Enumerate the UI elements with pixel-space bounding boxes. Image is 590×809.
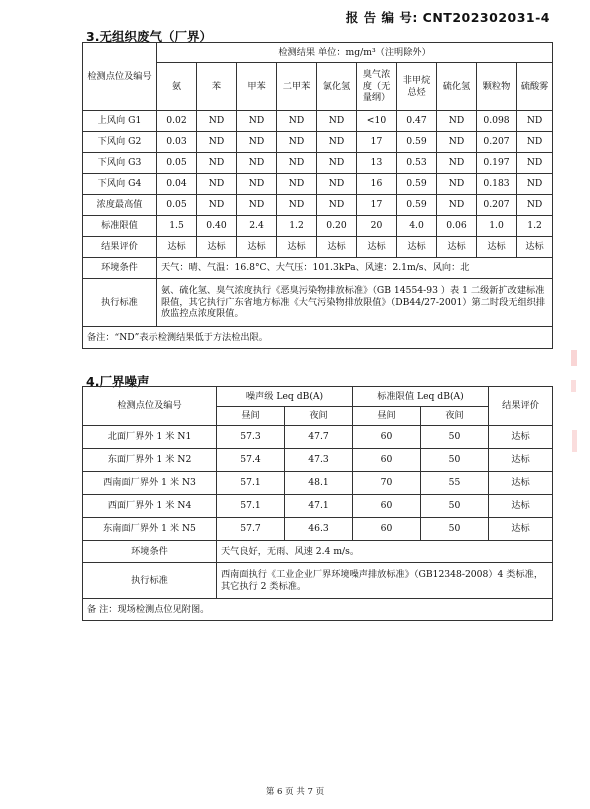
table-cell: ND: [437, 174, 477, 195]
table-cell: 57.1: [217, 495, 285, 518]
table-cell: 达标: [517, 237, 553, 258]
table-cell: 46.3: [285, 518, 353, 541]
noise-env-text: 天气良好，无雨、风速 2.4 m/s。: [217, 541, 553, 563]
table-cell: 达标: [477, 237, 517, 258]
row-label: 东面厂界外 1 米 N2: [83, 449, 217, 472]
table-cell: 0.20: [317, 216, 357, 237]
table-cell: ND: [197, 132, 237, 153]
row-label: 下风向 G2: [83, 132, 157, 153]
table-cell: 57.1: [217, 472, 285, 495]
std-label: 执行标准: [83, 279, 157, 327]
row-label: 北面厂界外 1 米 N1: [83, 426, 217, 449]
table-cell: ND: [197, 153, 237, 174]
table-cell: 57.3: [217, 426, 285, 449]
table-cell: ND: [517, 132, 553, 153]
table-cell: 0.06: [437, 216, 477, 237]
table-cell: 1.0: [477, 216, 517, 237]
table-cell: 1.2: [517, 216, 553, 237]
table-cell: 0.183: [477, 174, 517, 195]
table-cell: 达标: [197, 237, 237, 258]
table-cell: 13: [357, 153, 397, 174]
noise-std-text: 西南面执行《工业企业厂界环境噪声排放标准》（GB12348-2008）4 类标准，其它执行 2 类标准。: [217, 563, 553, 599]
table-cell: 达标: [277, 237, 317, 258]
table-cell: 60: [353, 449, 421, 472]
table-cell: 达标: [489, 472, 553, 495]
table-cell: 47.1: [285, 495, 353, 518]
table-cell: 17: [357, 195, 397, 216]
table-cell: 50: [421, 426, 489, 449]
column-header: 苯: [197, 63, 237, 111]
table-cell: 0.03: [157, 132, 197, 153]
table-cell: 达标: [357, 237, 397, 258]
table-cell: ND: [517, 111, 553, 132]
table-row: [83, 216, 553, 237]
table-row: [83, 495, 553, 518]
table-cell: 0.02: [157, 111, 197, 132]
table-row: [83, 132, 553, 153]
table-cell: ND: [237, 132, 277, 153]
table-cell: 达标: [437, 237, 477, 258]
column-header: 硫酸雾: [517, 63, 553, 111]
noise-eval-header: 结果评价: [489, 387, 553, 426]
row-label: 下风向 G4: [83, 174, 157, 195]
table-cell: ND: [197, 111, 237, 132]
noise-std-label: 执行标准: [83, 563, 217, 599]
column-header: 臭气浓度（无量纲）: [357, 63, 397, 111]
table-cell: 0.40: [197, 216, 237, 237]
table-cell: 达标: [397, 237, 437, 258]
std-text: 氨、硫化氢、臭气浓度执行《恶臭污染物排放标准》（GB 14554-93 ）表 1 二级新扩改建标准限值，其它执行广东省地方标准《大气污染物排放限值》（DB44/27-2001）第二时段无组织排放监控点浓度限值。: [157, 279, 553, 327]
env-label: 环境条件: [83, 258, 157, 279]
table-cell: 60: [353, 426, 421, 449]
table-cell: ND: [277, 111, 317, 132]
note: 备注：“ND”表示检测结果低于方法检出限。: [83, 327, 553, 349]
table-cell: ND: [437, 153, 477, 174]
table-cell: ND: [197, 195, 237, 216]
table-row: [83, 174, 553, 195]
table-cell: ND: [517, 174, 553, 195]
table-cell: 57.7: [217, 518, 285, 541]
table-cell: 达标: [237, 237, 277, 258]
table-cell: ND: [237, 153, 277, 174]
table-cell: 60: [353, 495, 421, 518]
table-cell: 达标: [317, 237, 357, 258]
table-cell: 达标: [157, 237, 197, 258]
table-cell: 1.2: [277, 216, 317, 237]
table-cell: 0.59: [397, 174, 437, 195]
air-table: [82, 42, 553, 349]
table-cell: ND: [317, 132, 357, 153]
table-cell: 0.04: [157, 174, 197, 195]
table-cell: 0.47: [397, 111, 437, 132]
table-cell: 0.59: [397, 195, 437, 216]
table-cell: ND: [517, 195, 553, 216]
table-cell: 17: [357, 132, 397, 153]
table-row: [83, 111, 553, 132]
table-cell: 16: [357, 174, 397, 195]
table-cell: 60: [353, 518, 421, 541]
section3-title: 3.无组织废气（厂界）: [86, 29, 212, 44]
table-cell: ND: [437, 111, 477, 132]
column-header: 颗粒物: [477, 63, 517, 111]
table-cell: 50: [421, 518, 489, 541]
table-row: [83, 195, 553, 216]
night-header: 夜间: [421, 407, 489, 426]
row-header: 检测点位及编号: [83, 43, 157, 111]
column-header: 非甲烷总烃: [397, 63, 437, 111]
table-row: [83, 237, 553, 258]
table-cell: ND: [517, 153, 553, 174]
table-cell: ND: [277, 153, 317, 174]
row-label: 东南面厂界外 1 米 N5: [83, 518, 217, 541]
table-cell: ND: [277, 174, 317, 195]
column-header: 氨: [157, 63, 197, 111]
table-cell: 50: [421, 495, 489, 518]
table-cell: 0.05: [157, 195, 197, 216]
table-cell: ND: [317, 111, 357, 132]
table-cell: 1.5: [157, 216, 197, 237]
row-label: 上风向 G1: [83, 111, 157, 132]
noise-row-header: 检测点位及编号: [83, 387, 217, 426]
column-header: 氯化氢: [317, 63, 357, 111]
day-header: 昼间: [353, 407, 421, 426]
table-cell: 0.59: [397, 132, 437, 153]
table-cell: ND: [437, 132, 477, 153]
column-header: 甲苯: [237, 63, 277, 111]
row-label: 下风向 G3: [83, 153, 157, 174]
table-cell: 0.207: [477, 195, 517, 216]
table-cell: ND: [237, 195, 277, 216]
table-cell: ND: [277, 195, 317, 216]
table-cell: ND: [237, 111, 277, 132]
table-cell: ND: [197, 174, 237, 195]
row-label: 西南面厂界外 1 米 N3: [83, 472, 217, 495]
table-cell: 20: [357, 216, 397, 237]
table-row: [83, 449, 553, 472]
table-cell: 48.1: [285, 472, 353, 495]
table-cell: 47.7: [285, 426, 353, 449]
section4-title: 4.厂界噪声: [86, 374, 150, 389]
table-cell: 达标: [489, 449, 553, 472]
seam-stamp: [568, 350, 582, 462]
table-cell: 达标: [489, 518, 553, 541]
table-cell: 0.53: [397, 153, 437, 174]
table-row: [83, 426, 553, 449]
env-text: 天气：晴、气温：16.8°C、大气压：101.3kPa、风速：2.1m/s、风向：北: [157, 258, 553, 279]
day-header: 昼间: [217, 407, 285, 426]
table-cell: 2.4: [237, 216, 277, 237]
table-cell: ND: [437, 195, 477, 216]
table-row: [83, 472, 553, 495]
table-cell: <10: [357, 111, 397, 132]
noise-table: [82, 386, 553, 621]
noise-group2: 标准限值 Leq dB(A): [353, 387, 489, 407]
row-label: 结果评价: [83, 237, 157, 258]
table-cell: 70: [353, 472, 421, 495]
night-header: 夜间: [285, 407, 353, 426]
table-cell: 0.098: [477, 111, 517, 132]
table-cell: ND: [317, 195, 357, 216]
table-cell: ND: [317, 174, 357, 195]
table-cell: ND: [317, 153, 357, 174]
top-header: 检测结果 单位：mg/m³（注明除外）: [157, 43, 553, 63]
table-cell: 0.197: [477, 153, 517, 174]
table-cell: 0.05: [157, 153, 197, 174]
noise-note: 备 注：现场检测点位见附图。: [83, 599, 553, 621]
table-row: [83, 518, 553, 541]
report-number: 报 告 编 号: CNT202302031-4: [345, 10, 550, 25]
row-label: 标准限值: [83, 216, 157, 237]
table-cell: 0.207: [477, 132, 517, 153]
table-cell: ND: [277, 132, 317, 153]
column-header: 二甲苯: [277, 63, 317, 111]
table-cell: 4.0: [397, 216, 437, 237]
noise-group1: 噪声级 Leq dB(A): [217, 387, 353, 407]
column-header: 硫化氢: [437, 63, 477, 111]
row-label: 西面厂界外 1 米 N4: [83, 495, 217, 518]
table-cell: 55: [421, 472, 489, 495]
table-cell: 57.4: [217, 449, 285, 472]
table-cell: 达标: [489, 495, 553, 518]
noise-env-label: 环境条件: [83, 541, 217, 563]
row-label: 浓度最高值: [83, 195, 157, 216]
table-cell: 47.3: [285, 449, 353, 472]
table-row: [83, 153, 553, 174]
table-cell: ND: [237, 174, 277, 195]
table-cell: 50: [421, 449, 489, 472]
page-footer: 第 6 页 共 7 页: [265, 787, 325, 797]
table-cell: 达标: [489, 426, 553, 449]
